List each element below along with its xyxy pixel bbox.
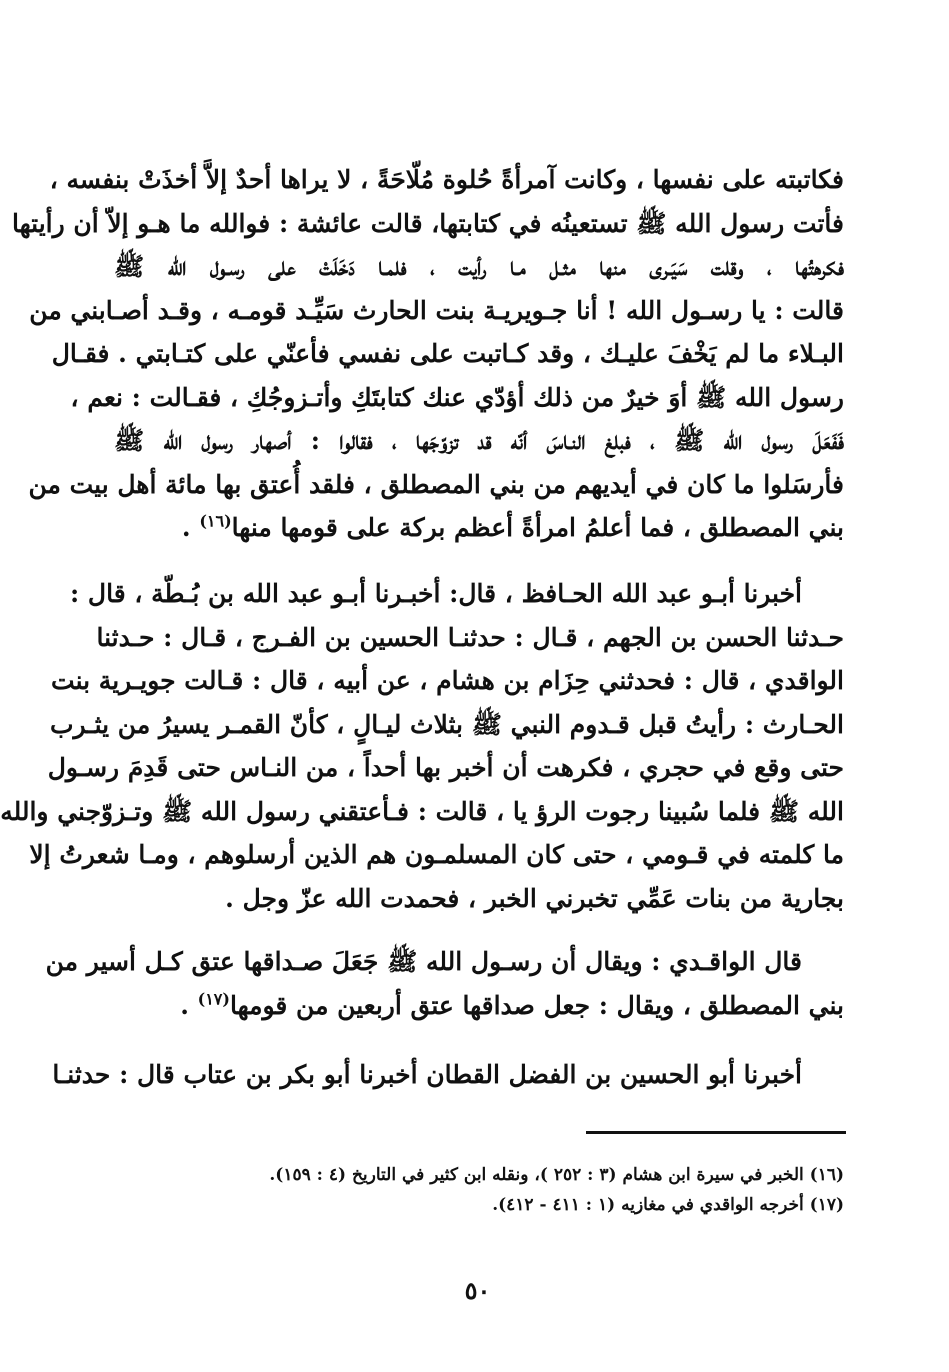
text-line: أخبرنا أبـو عبد الله الحـافظ ، قال: أخبـرنا أبـو عبد الله بن بُـطّة ، قال : [69, 579, 802, 608]
paragraph-3 [45, 940, 844, 1027]
text-line: بجارية من بنات عَمِّي تخبرني الخبر ، فحمدت الله عزّ وجل . [225, 883, 844, 913]
text-line: فكرهتُها ، وقلت سَيَـرى منها مثـل مـا رأيت ، فلمـا دَخَلَتْ على رسـول الله ﷺ [114, 252, 844, 281]
text-line: الله ﷺ فلما سُبينا رجوت الرؤ يا ، قالت : فـأعتقني رسول الله ﷺ وتـزوّجني والله [0, 796, 844, 826]
text-line: فأرسَلوا ما كان في أيديهم من بني المصطلق ، فلقد أُعتق بها مائة أهل بيت من [28, 469, 844, 499]
footnote-reference: (١٧) [197, 989, 230, 1009]
text-line: قالت : يا رسـول الله ! أنا جـويريـة بنت الحارث سَيِّـد قومـه ، وقـد أصـابني من [29, 295, 844, 325]
line-text: بني المصطلق ، ويقال : جعل صداقها عتق أربعين من قومها [229, 990, 844, 1020]
footnote-reference: (١٦) [199, 511, 232, 531]
footnote-16: (١٦) الخبر في سيرة ابن هشام (٣ : ٢٥٢ )، ونقله ابن كثير في التاريخ (٤ : ١٥٩). [269, 1165, 844, 1185]
text-line: قال الواقـدي : ويقال أن رسـول الله ﷺ جَعَلَ صـداقها عتق كـل أسير من [45, 947, 802, 976]
text-line [114, 506, 844, 550]
paragraph-4 [52, 1053, 844, 1097]
text-line: فكاتبته على نفسها ، وكانت آمرأةً حُلوة مُلّاحَةً ، لا يراها أحدٌ إلاَّ أخذَتْ بنفسه ، [49, 165, 844, 194]
page-number: ٥٠ [464, 1276, 491, 1305]
text-line: الواقدي ، قال : فحدثني حِزَام بن هشام ، عن أبيه ، قال : قـالت جويـرية بنت [51, 666, 844, 695]
text-line: ما كلمته في قـومي ، حتى كان المسلمـون هم الذين أرسلوهم ، ومـا شعرتُ إلا [29, 840, 844, 869]
line-end: . [180, 990, 198, 1020]
line-text: بني المصطلق ، فما أعلمُ امرأةً أعظم بركة على قومها منها [231, 513, 844, 542]
footnotes [114, 1160, 844, 1220]
footnote-17: (١٧) أخرجه الواقدي في مغازيه (١ : ٤١١ - ٤١٢). [492, 1195, 844, 1215]
paragraph-1 [12, 158, 844, 550]
text-line: الحـارث : رأيتُ قبل قـدوم النبي ﷺ بثلاث ليـالٍ ، كأنّ القمـر يسيرُ من يثـرب [49, 709, 844, 739]
footnote-separator [586, 1131, 846, 1134]
text-line: فَفَعَلَ رسول الله ﷺ ، فبلغ النـاسَ أنّه قد تزوّجَها ، فقالوا : أصهار رسول الله ﷺ [114, 426, 844, 455]
text-line: فأتت رسول الله ﷺ تستعينُه في كتابتها، قالت عائشة : فوالله ما هـو إلاّ أن رأيتها [12, 208, 844, 238]
text-line: أخبرنا أبو الحسين بن الفضل القطان أخبرنا أبو بكر بن عتاب قال : حدثنـا [52, 1060, 802, 1089]
paragraph-2 [0, 572, 844, 920]
text-line [114, 984, 844, 1028]
text-line: حتى وقع في حجري ، فكرهت أن أخبر بها أحداً ، من النـاس حتى قَدِمَ رسـول [47, 753, 844, 782]
text-line: البـلاء ما لم يَخْفَ عليـك ، وقد كـاتبت على نفسي فأعنّي على كتـابتي . فقـال [51, 339, 844, 368]
line-end: . [181, 513, 200, 542]
text-line: حـدثنا الحسن بن الجهم ، قـال : حدثنـا الحسين بن الفـرج ، قـال : حـدثنا [96, 622, 844, 652]
text-line: رسول الله ﷺ أوَ خيرٌ من ذلك أؤدّي عنك كتابتَكِ وأتـزوجُكِ ، فقـالت : نعم ، [70, 382, 844, 412]
